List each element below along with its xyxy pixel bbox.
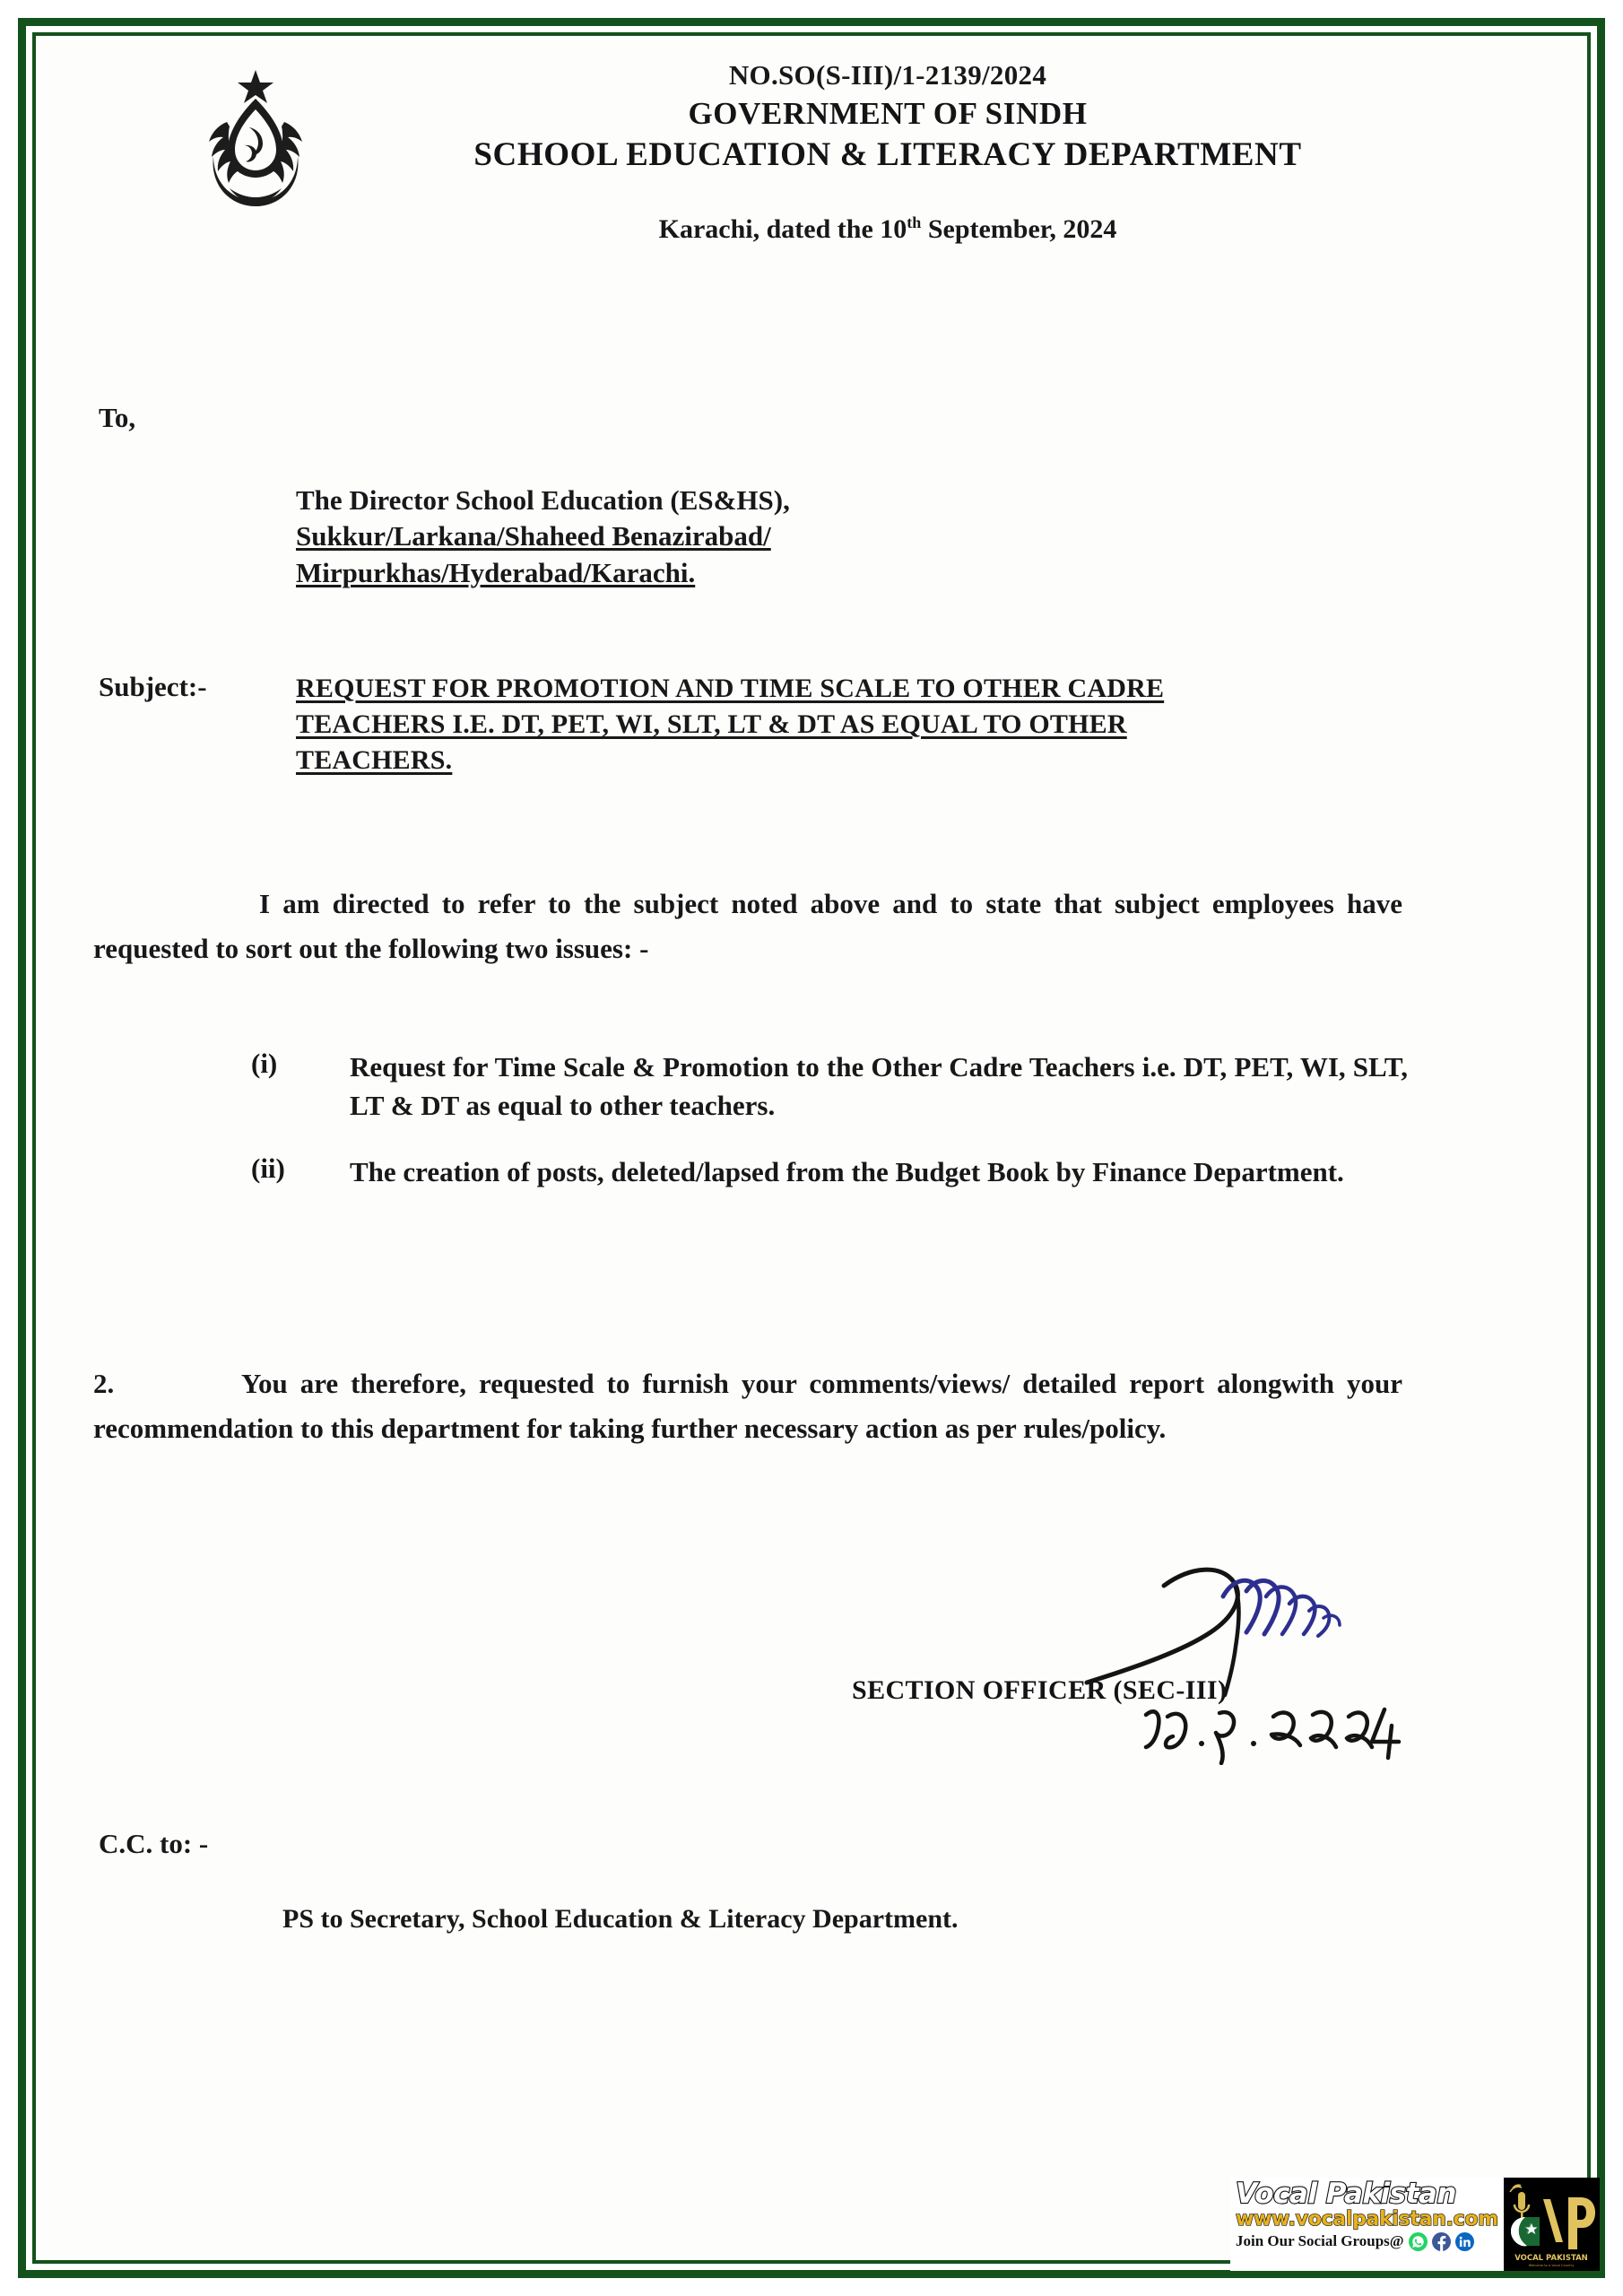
- date-suffix: September, 2024: [921, 214, 1117, 244]
- watermark-text-panel: [1230, 2178, 1504, 2271]
- paragraph-two: [93, 1361, 1402, 1451]
- addressee-block: [296, 483, 790, 591]
- watermark-banner: [1230, 2178, 1600, 2271]
- letterhead-text: [359, 59, 1417, 174]
- linkedin-icon[interactable]: [1455, 2232, 1474, 2251]
- list-item-text: The creation of posts, deleted/lapsed from the Budget Book by Finance Department.: [350, 1155, 1344, 1187]
- subject-label: Subject:-: [99, 671, 207, 702]
- watermark-url[interactable]: www.vocalpakistan.com: [1236, 2208, 1498, 2231]
- date-ordinal: th: [907, 213, 922, 231]
- addressee-line-2: Sukkur/Larkana/Shaheed Benazirabad/: [296, 520, 771, 552]
- paragraph-two-number: 2.: [93, 1368, 115, 1399]
- whatsapp-icon[interactable]: [1409, 2232, 1428, 2251]
- government-name: GOVERNMENT OF SINDH: [688, 96, 1088, 131]
- list-item-text: Request for Time Scale & Promotion to the Other Cadre Teachers i.e. DT, PET, WI, SLT, LT & DT as equal to other teachers.: [350, 1051, 1408, 1122]
- cc-label: C.C. to: -: [99, 1828, 209, 1859]
- watermark-logo-tagline: Welcome to a Vocal Country: [1528, 2264, 1575, 2267]
- signatory-title: SECTION OFFICER (SEC-III): [852, 1675, 1228, 1705]
- watermark-join-text: Join Our Social Groups@: [1236, 2232, 1404, 2250]
- letter-content: [63, 43, 1560, 2249]
- watermark-logo-text: VOCAL PAKISTAN: [1515, 2254, 1588, 2263]
- issues-list: [251, 1048, 1408, 1218]
- department-name: SCHOOL EDUCATION & LITERACY DEPARTMENT: [473, 136, 1302, 173]
- place-and-date: [359, 213, 1417, 245]
- addressee-line-1: The Director School Education (ES&HS),: [296, 484, 790, 516]
- paragraph-two-text: You are therefore, requested to furnish your comments/views/ detailed report alongwith your recommendation to this department for taking further necessary action as per rules/policy.: [93, 1368, 1402, 1445]
- watermark-brand: Vocal Pakistan: [1236, 2178, 1456, 2210]
- cc-item: PS to Secretary, School Education & Literacy Department.: [282, 1904, 959, 1934]
- signature-block: [852, 1568, 1426, 1774]
- watermark-logo: [1504, 2178, 1600, 2271]
- subject-line-2: TEACHERS I.E. DT, PET, WI, SLT, LT & DT AS EQUAL TO OTHER: [296, 709, 1127, 740]
- paragraph-one: I am directed to refer to the subject noted above and to state that subject employees have requested to sort out the following two issues: -: [93, 888, 1402, 965]
- list-item: [251, 1152, 1408, 1191]
- addressee-line-3: Mirpurkhas/Hyderabad/Karachi.: [296, 556, 696, 588]
- to-label: To,: [99, 402, 136, 433]
- list-item: [251, 1048, 1408, 1126]
- facebook-icon[interactable]: [1432, 2232, 1451, 2251]
- subject-text: [296, 671, 1417, 779]
- watermark-social-row: [1236, 2232, 1500, 2251]
- subject-line-1: REQUEST FOR PROMOTION AND TIME SCALE TO OTHER CADRE: [296, 674, 1165, 703]
- sindh-government-emblem-icon: [170, 63, 341, 206]
- letterhead: [63, 43, 1560, 285]
- list-marker: (i): [251, 1048, 278, 1079]
- reference-number: NO.SO(S-III)/1-2139/2024: [728, 59, 1047, 91]
- list-marker: (ii): [251, 1152, 285, 1184]
- handwritten-date: [1137, 1702, 1406, 1765]
- subject-line-3: TEACHERS.: [296, 745, 453, 776]
- date-prefix: Karachi, dated the 10: [658, 214, 907, 244]
